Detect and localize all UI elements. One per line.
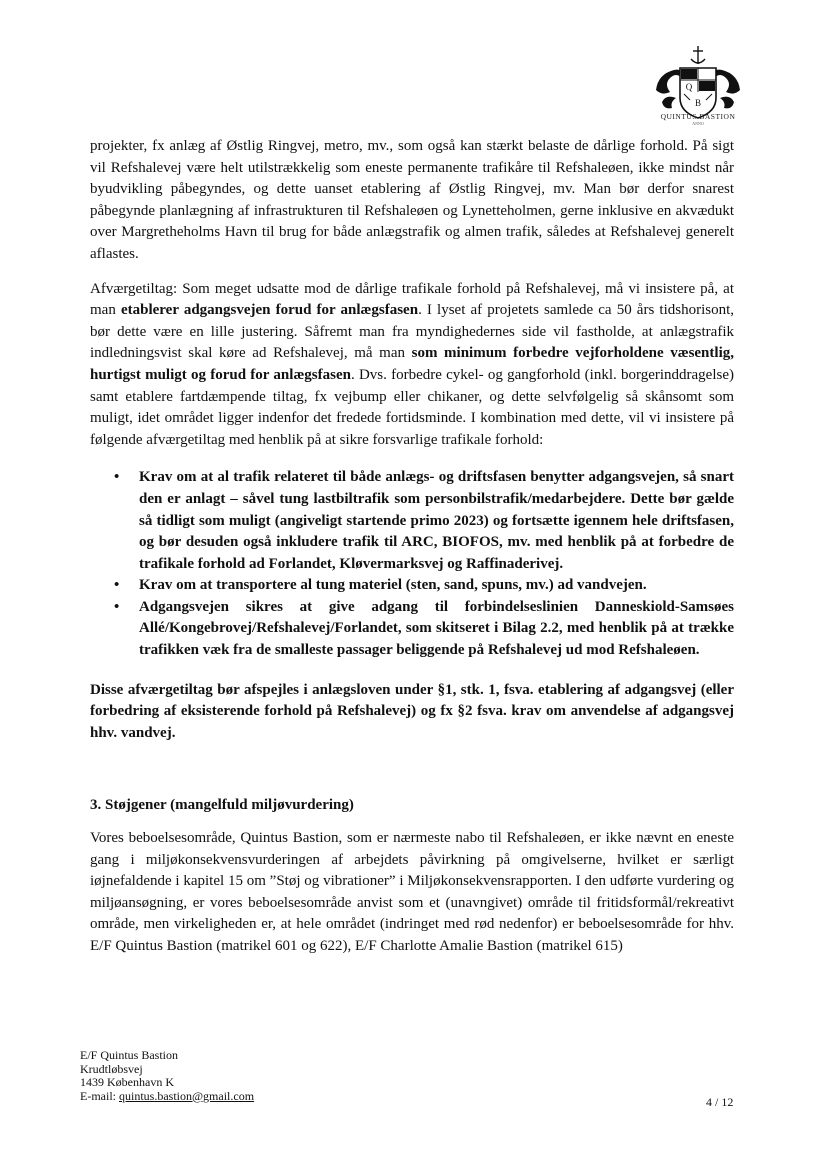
paragraph-mitigation-text-3: . Dvs. forbedre cykel- og gangforhold (inkl. borgerinddragelse) samt etablere fartdæmpende tiltag, fx vejbump eller chikaner, og dette selvfølgelig så skånsomt som muligt, idet området ligger indenfor det fredede fortidsminde. I kombination med dette, vil vi insistere på følgende afværgetiltag med henblik på at sikre forsvarlige trafikale forhold:: [90, 366, 734, 448]
footer-line-street: Krudtløbsvej: [80, 1061, 143, 1076]
paragraph-mitigation-text-1: Afværgetiltag: Som meget udsatte mod de dårlige trafikale forhold på Refshalevej, må vi insistere på, at man: [90, 280, 734, 319]
footer-email-line: [80, 1090, 254, 1104]
bullet-item: • Krav om at transportere al tung materiel (sten, sand, spuns, mv.) ad vandvejen.: [90, 575, 734, 597]
paragraph-mitigation-bold-1: etablerer adgangsvejen forud for anlægsfasen: [120, 302, 419, 319]
logo-letter-b: B: [694, 98, 702, 108]
paragraph-mitigation-text-2: . I lyset af projetets samlede ca 50 års tidshorisont, bør dette være en lille justering. Såfremt man fra myndighedernes side vil fastholde, at anlægstrafik indledningsvist skal køre ad Refshalevej, må man: [90, 302, 734, 362]
footer-address: [80, 1049, 254, 1103]
footer-line-name: E/F Quintus Bastion: [80, 1048, 179, 1062]
paragraph-legislation: Disse afværgetiltag bør afspejles i anlægsloven under §1, stk. 1, fsva. etablering af adgangsvej (eller forbedring af eksisterende forhold på Refshalevej) og fx §2 fsva. krav om anvendelse af adgangsvej hhv. vandvej.: [90, 681, 734, 741]
bullet-item: • Adgangsvejen sikres at give adgang til forbindelseslinien Danneskiold-Samsøes Allé/Kongebrovej/Refshalevej/Forlandet, som skitseret i Bilag 2.2, med henblik på at trække trafikken væk fra de smalleste passager beliggende på Refshalevej ud mod Refshaleøen.: [90, 597, 734, 662]
paragraph-noise: Vores beboelsesområde, Quintus Bastion, som er nærmeste nabo til Refshaleøen, er ikke nævnt en eneste gang i miljøkonsekvensvurderingen af arbejdets påvirkning på omgivelserne, hvilket er særligt iøjnefaldende i kapitel 15 om ”Støj og vibrationer” i Miljøkonsekvensrapporten. I den udførte vurdering og miljøansøgning, er vores beboelsesområde anvist som et (unavngivet) område til fritidsformål/rekreativt område, men virkeligheden er, at hele området (indringet med rød nedenfor) er beboelsesområde for hhv. E/F Quintus Bastion (matrikel 601 og 622), E/F Charlotte Amalie Bastion (matrikel 615): [90, 830, 734, 954]
logo-caption: QUINTUS BASTION: [660, 112, 736, 121]
logo-subtitle: ANNO: [692, 121, 704, 126]
paragraph-traffic-projects: projekter, fx anlæg af Østlig Ringvej, metro, mv., som også kan stærkt belaste de dårlige forhold. På sigt vil Refshalevej være helt utilstrækkelig som eneste permanente trafikåre til Refshaleøen, ikke mindst når byudvikling påbegyndes, og dette uanset etablering af Østlig Ringvej, mv. Man bør derfor snarest påbegynde planlægning af infrastrukturen til Refshaleøen og Lynetteholmen, gerne inklusive en akvædukt over Margretheholms Havn til brug for både anlægstrafik og almen trafik, således at Refshalevej generelt aflastes.: [90, 138, 734, 262]
footer-email-link[interactable]: quintus.bastion@gmail.com: [119, 1088, 255, 1103]
footer-line-city: 1439 København K: [80, 1075, 174, 1089]
paragraph-mitigation-bold-2: som minimum forbedre vejforholdene væsentlig, hurtigst muligt og forud for anlægsfasen: [90, 345, 734, 383]
footer-email-label: E-mail:: [80, 1088, 119, 1103]
section-heading-noise: 3. Støjgener (mangelfuld miljøvurdering): [90, 797, 354, 814]
logo-letter-q: Q: [685, 82, 693, 92]
paragraph-mitigation: [90, 279, 734, 452]
page-number: 4 / 12: [706, 1095, 734, 1109]
mitigation-bullet-list: [90, 467, 734, 661]
document-body: [90, 136, 734, 958]
bullet-item: • Krav om at al trafik relateret til både anlægs- og driftsfasen benytter adgangsvejen, så snart den er anlagt – såvel tung lastbiltrafik som personbilstrafik/medarbejdere. Dette bør gælde så tidligt som muligt (angiveligt startende primo 2023) og fortsætte igennem hele driftsfasen, og bør desuden også inkludere trafik til ARC, BIOFOS, mv. med henblik på at forbedre de trafikale forhold ad Forlandet, Kløvermarksvej og Raffinaderivej.: [90, 467, 734, 575]
